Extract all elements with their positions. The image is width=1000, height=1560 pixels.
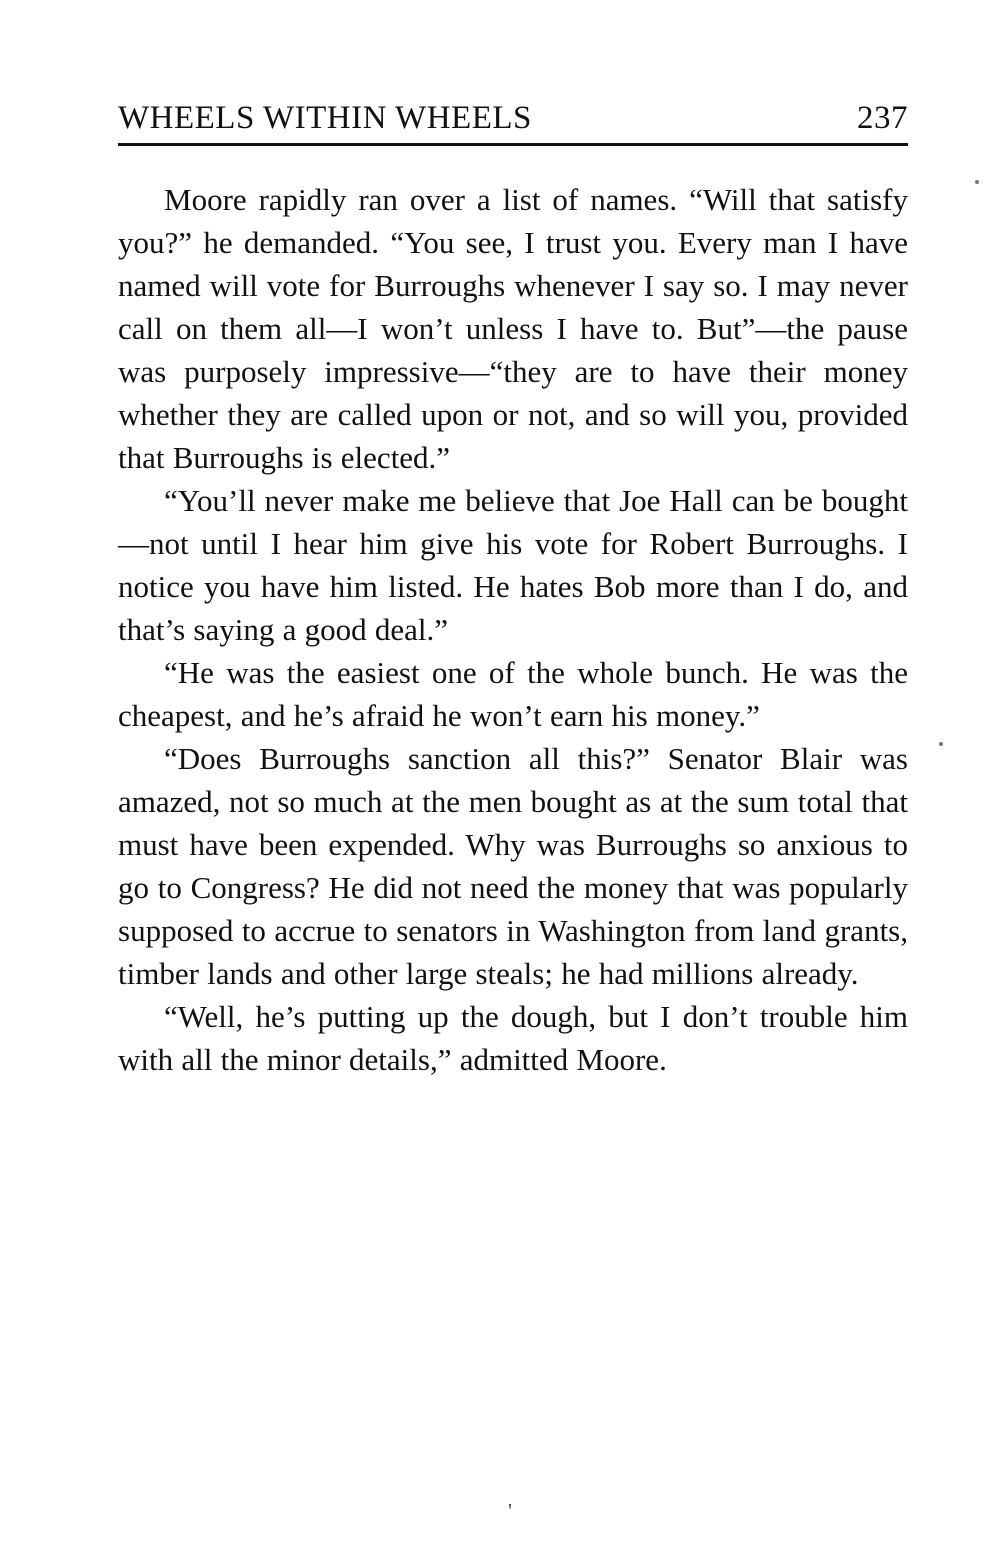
paragraph: “He was the easiest one of the whole bunch. He was the cheapest, and he’s afraid he won’t earn his money.” [118,655,908,733]
paper-speck [975,180,979,184]
paragraph: “Well, he’s putting up the dough, but I don’t trouble him with all the minor details,” admitted Moore. [118,999,908,1077]
running-head: WHEELS WITHIN WHEELS [118,100,532,136]
paragraph: “Does Burroughs sanction all this?” Senator Blair was amazed, not so much at the men bought as at the sum total that must have been expended. Why was Burroughs so anxious to go to Congress? He did not need the money that was popularly supposed to accrue to senators in Washington from land grants, timber lands and other large steals; he had millions already. [118,741,908,991]
page-header [118,100,908,146]
paragraph: Moore rapidly ran over a list of names. “Will that satisfy you?” he demanded. “You see, I trust you. Every man I have named will vote for Burroughs whenever I say so. I may never call on them all—I won’t unless I have to. But”—the pause was purposely impressive—“they are to have their money whether they are called upon or not, and so will you, provided that Burroughs is elected.” [118,182,908,475]
page-number: 237 [857,100,908,136]
page-body [118,178,908,1081]
paragraph: “You’ll never make me believe that Joe Hall can be bought—not until I hear him give his vote for Robert Burroughs. I notice you have him listed. He hates Bob more than I do, and that’s saying a good deal.” [118,483,908,647]
paper-speck [939,742,943,746]
footer-mark: ' [508,1500,512,1522]
